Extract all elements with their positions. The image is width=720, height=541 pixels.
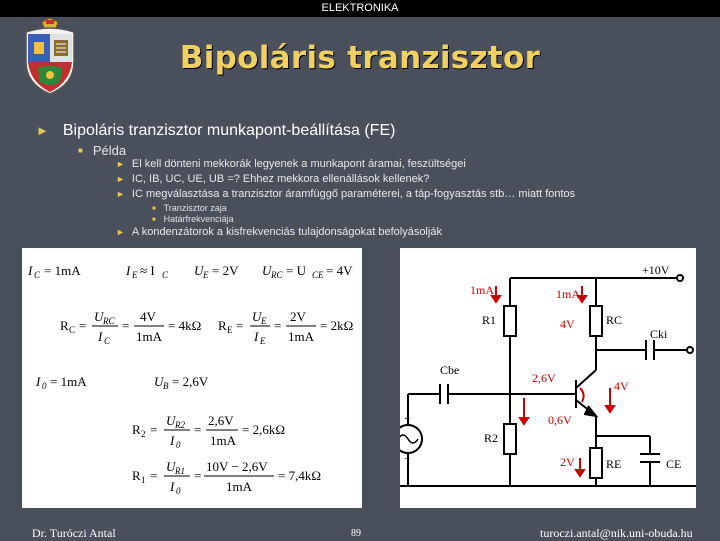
svg-text:R1: R1 <box>175 466 185 476</box>
svg-text:RC: RC <box>271 270 283 280</box>
v-e-label: 2V <box>560 455 575 469</box>
source-plus-label: + <box>404 413 411 425</box>
svg-text:= 4V: = 4V <box>326 263 353 278</box>
bullet-level2: ■ Példa <box>78 143 127 158</box>
svg-text:U: U <box>252 309 262 324</box>
svg-text:B: B <box>163 381 169 391</box>
svg-text:R: R <box>132 468 141 483</box>
svg-text:I: I <box>126 263 131 278</box>
equation-rc <box>60 309 201 346</box>
ce-label: CE <box>666 457 682 471</box>
rc-label: RC <box>606 313 623 327</box>
svg-text:=: = <box>236 318 244 333</box>
svg-text:CE: CE <box>312 270 324 280</box>
current-rc-label: 1mA <box>556 287 580 301</box>
svg-text:I: I <box>98 329 103 344</box>
svg-text:2: 2 <box>141 429 146 439</box>
svg-text:C: C <box>69 325 76 335</box>
svg-text:= U: = U <box>286 263 306 278</box>
svg-text:I: I <box>170 433 175 448</box>
cbe-label: Cbe <box>440 363 460 377</box>
svg-text:U: U <box>154 374 164 389</box>
svg-text:U: U <box>194 263 204 278</box>
slide-title: Bipoláris tranzisztor <box>179 40 541 76</box>
transistor-symbol <box>576 370 596 416</box>
svg-text:=: = <box>150 422 158 437</box>
svg-text:R: R <box>132 422 141 437</box>
bullet-level3-item: ► A kondenzátorok a kisfrekvenciás tulajdonságokat befolyásolják <box>116 226 442 238</box>
svg-text:E: E <box>132 270 138 280</box>
svg-text:E: E <box>260 336 266 346</box>
cki-label: Cki <box>650 327 668 341</box>
source-minus-label: − <box>404 453 411 465</box>
svg-text:U: U <box>166 459 176 474</box>
page-number: 89 <box>351 528 361 539</box>
footer-email: turoczi.antal@nik.uni-obuda.hu <box>540 526 693 540</box>
footer-author: Dr. Turóczi Antal <box>32 526 116 540</box>
bullet-level1: ► Bipoláris tranzisztor munkapont-beállítása (FE) <box>36 122 396 139</box>
bullet-arrow-icon: ► <box>36 123 49 138</box>
bullet-square-icon: ■ <box>152 206 156 212</box>
svg-text:0: 0 <box>42 381 47 391</box>
svg-text:2V: 2V <box>290 309 306 324</box>
capacitor-plates <box>440 340 660 462</box>
equation-ue <box>194 263 239 280</box>
svg-text:0: 0 <box>176 486 181 496</box>
equation-ub <box>154 374 209 391</box>
svg-text:2,6V: 2,6V <box>208 413 234 428</box>
bullet-arrow-icon: ► <box>116 159 125 169</box>
svg-text:1mA: 1mA <box>226 479 252 494</box>
svg-text:=: = <box>194 468 202 483</box>
svg-text:1mA: 1mA <box>288 329 314 344</box>
svg-text:4V: 4V <box>140 309 156 324</box>
svg-text:I: I <box>254 329 259 344</box>
equation-re <box>218 309 353 346</box>
circuit-diagram <box>400 248 696 508</box>
header-title: ELEKTRONIKA <box>0 0 720 17</box>
svg-text:U: U <box>94 309 104 324</box>
svg-text:R2: R2 <box>175 420 185 430</box>
svg-text:=: = <box>274 318 282 333</box>
equation-urc <box>262 263 353 280</box>
svg-text:C: C <box>162 270 169 280</box>
svg-text:U: U <box>166 413 176 428</box>
svg-text:= 2kΩ: = 2kΩ <box>320 318 354 333</box>
svg-text:=: = <box>150 468 158 483</box>
svg-text:=: = <box>122 318 130 333</box>
svg-text:R: R <box>218 318 227 333</box>
svg-text:I: I <box>36 374 41 389</box>
bullet-square-icon: ■ <box>152 217 156 223</box>
equations-panel <box>22 248 362 508</box>
v-b-label: 2,6V <box>532 371 556 385</box>
bullet-level3-item: ► El kell dönteni mekkorák legyenek a munkapont áramai, feszültségei <box>116 158 466 170</box>
v-be-label: 0,6V <box>548 413 572 427</box>
bullet-level4-item: ■ Határfrekvenciája <box>152 214 234 224</box>
bullet-level4-item: ■ Tranzisztor zaja <box>152 203 227 213</box>
resistors <box>504 306 602 478</box>
bullet-square-icon: ■ <box>78 146 83 155</box>
svg-text:1: 1 <box>141 475 146 485</box>
equation-ic <box>27 263 81 280</box>
svg-text:1mA: 1mA <box>136 329 162 344</box>
svg-text:≈ I: ≈ I <box>140 263 155 278</box>
v-rc-label: 4V <box>560 317 575 331</box>
bullet-arrow-icon: ► <box>116 227 125 237</box>
bullet-level3-item: ► IC megválasztása a tranzisztor áramfüggő paraméterei, a táp-fogyasztás stb… miatt fontos <box>116 188 576 200</box>
svg-text:E: E <box>203 270 209 280</box>
bullet-arrow-icon: ► <box>116 189 125 199</box>
svg-text:= 2,6kΩ: = 2,6kΩ <box>242 422 285 437</box>
svg-text:C: C <box>104 336 111 346</box>
equation-i0 <box>35 374 87 391</box>
svg-text:= 4kΩ: = 4kΩ <box>168 318 202 333</box>
signal-source-icon <box>400 425 422 453</box>
bullet-arrow-icon: ► <box>116 174 125 184</box>
svg-text:= 1mA: = 1mA <box>50 374 87 389</box>
svg-text:1mA: 1mA <box>210 433 236 448</box>
supply-voltage-label: +10V <box>642 263 670 277</box>
r2-label: R2 <box>484 431 499 445</box>
bullet-level3-item: ► IC, IB, UC, UE, UB =? Ehhez mekkora ellenállások kellenek? <box>116 173 430 185</box>
current-r1-label: 1mA <box>470 283 494 297</box>
equation-r2 <box>132 413 285 450</box>
svg-text:R: R <box>60 318 69 333</box>
svg-text:I: I <box>170 479 175 494</box>
svg-text:= 2V: = 2V <box>212 263 239 278</box>
svg-text:0: 0 <box>176 440 181 450</box>
svg-text:10V − 2,6V: 10V − 2,6V <box>206 459 268 474</box>
svg-text:U: U <box>262 263 272 278</box>
svg-text:RC: RC <box>103 316 115 326</box>
equation-r1 <box>132 459 321 496</box>
svg-text:= 2,6V: = 2,6V <box>172 374 209 389</box>
re-label: RE <box>606 457 622 471</box>
svg-text:= 7,4kΩ: = 7,4kΩ <box>278 468 321 483</box>
r1-label: R1 <box>482 313 497 327</box>
svg-text:=: = <box>79 318 87 333</box>
svg-text:E: E <box>261 316 267 326</box>
svg-text:I: I <box>28 263 33 278</box>
svg-text:= 1mA: = 1mA <box>44 263 81 278</box>
equation-ie <box>125 263 169 280</box>
svg-text:=: = <box>194 422 202 437</box>
svg-text:E: E <box>227 325 233 335</box>
v-ce-label: 4V <box>614 379 629 393</box>
svg-text:C: C <box>34 270 41 280</box>
